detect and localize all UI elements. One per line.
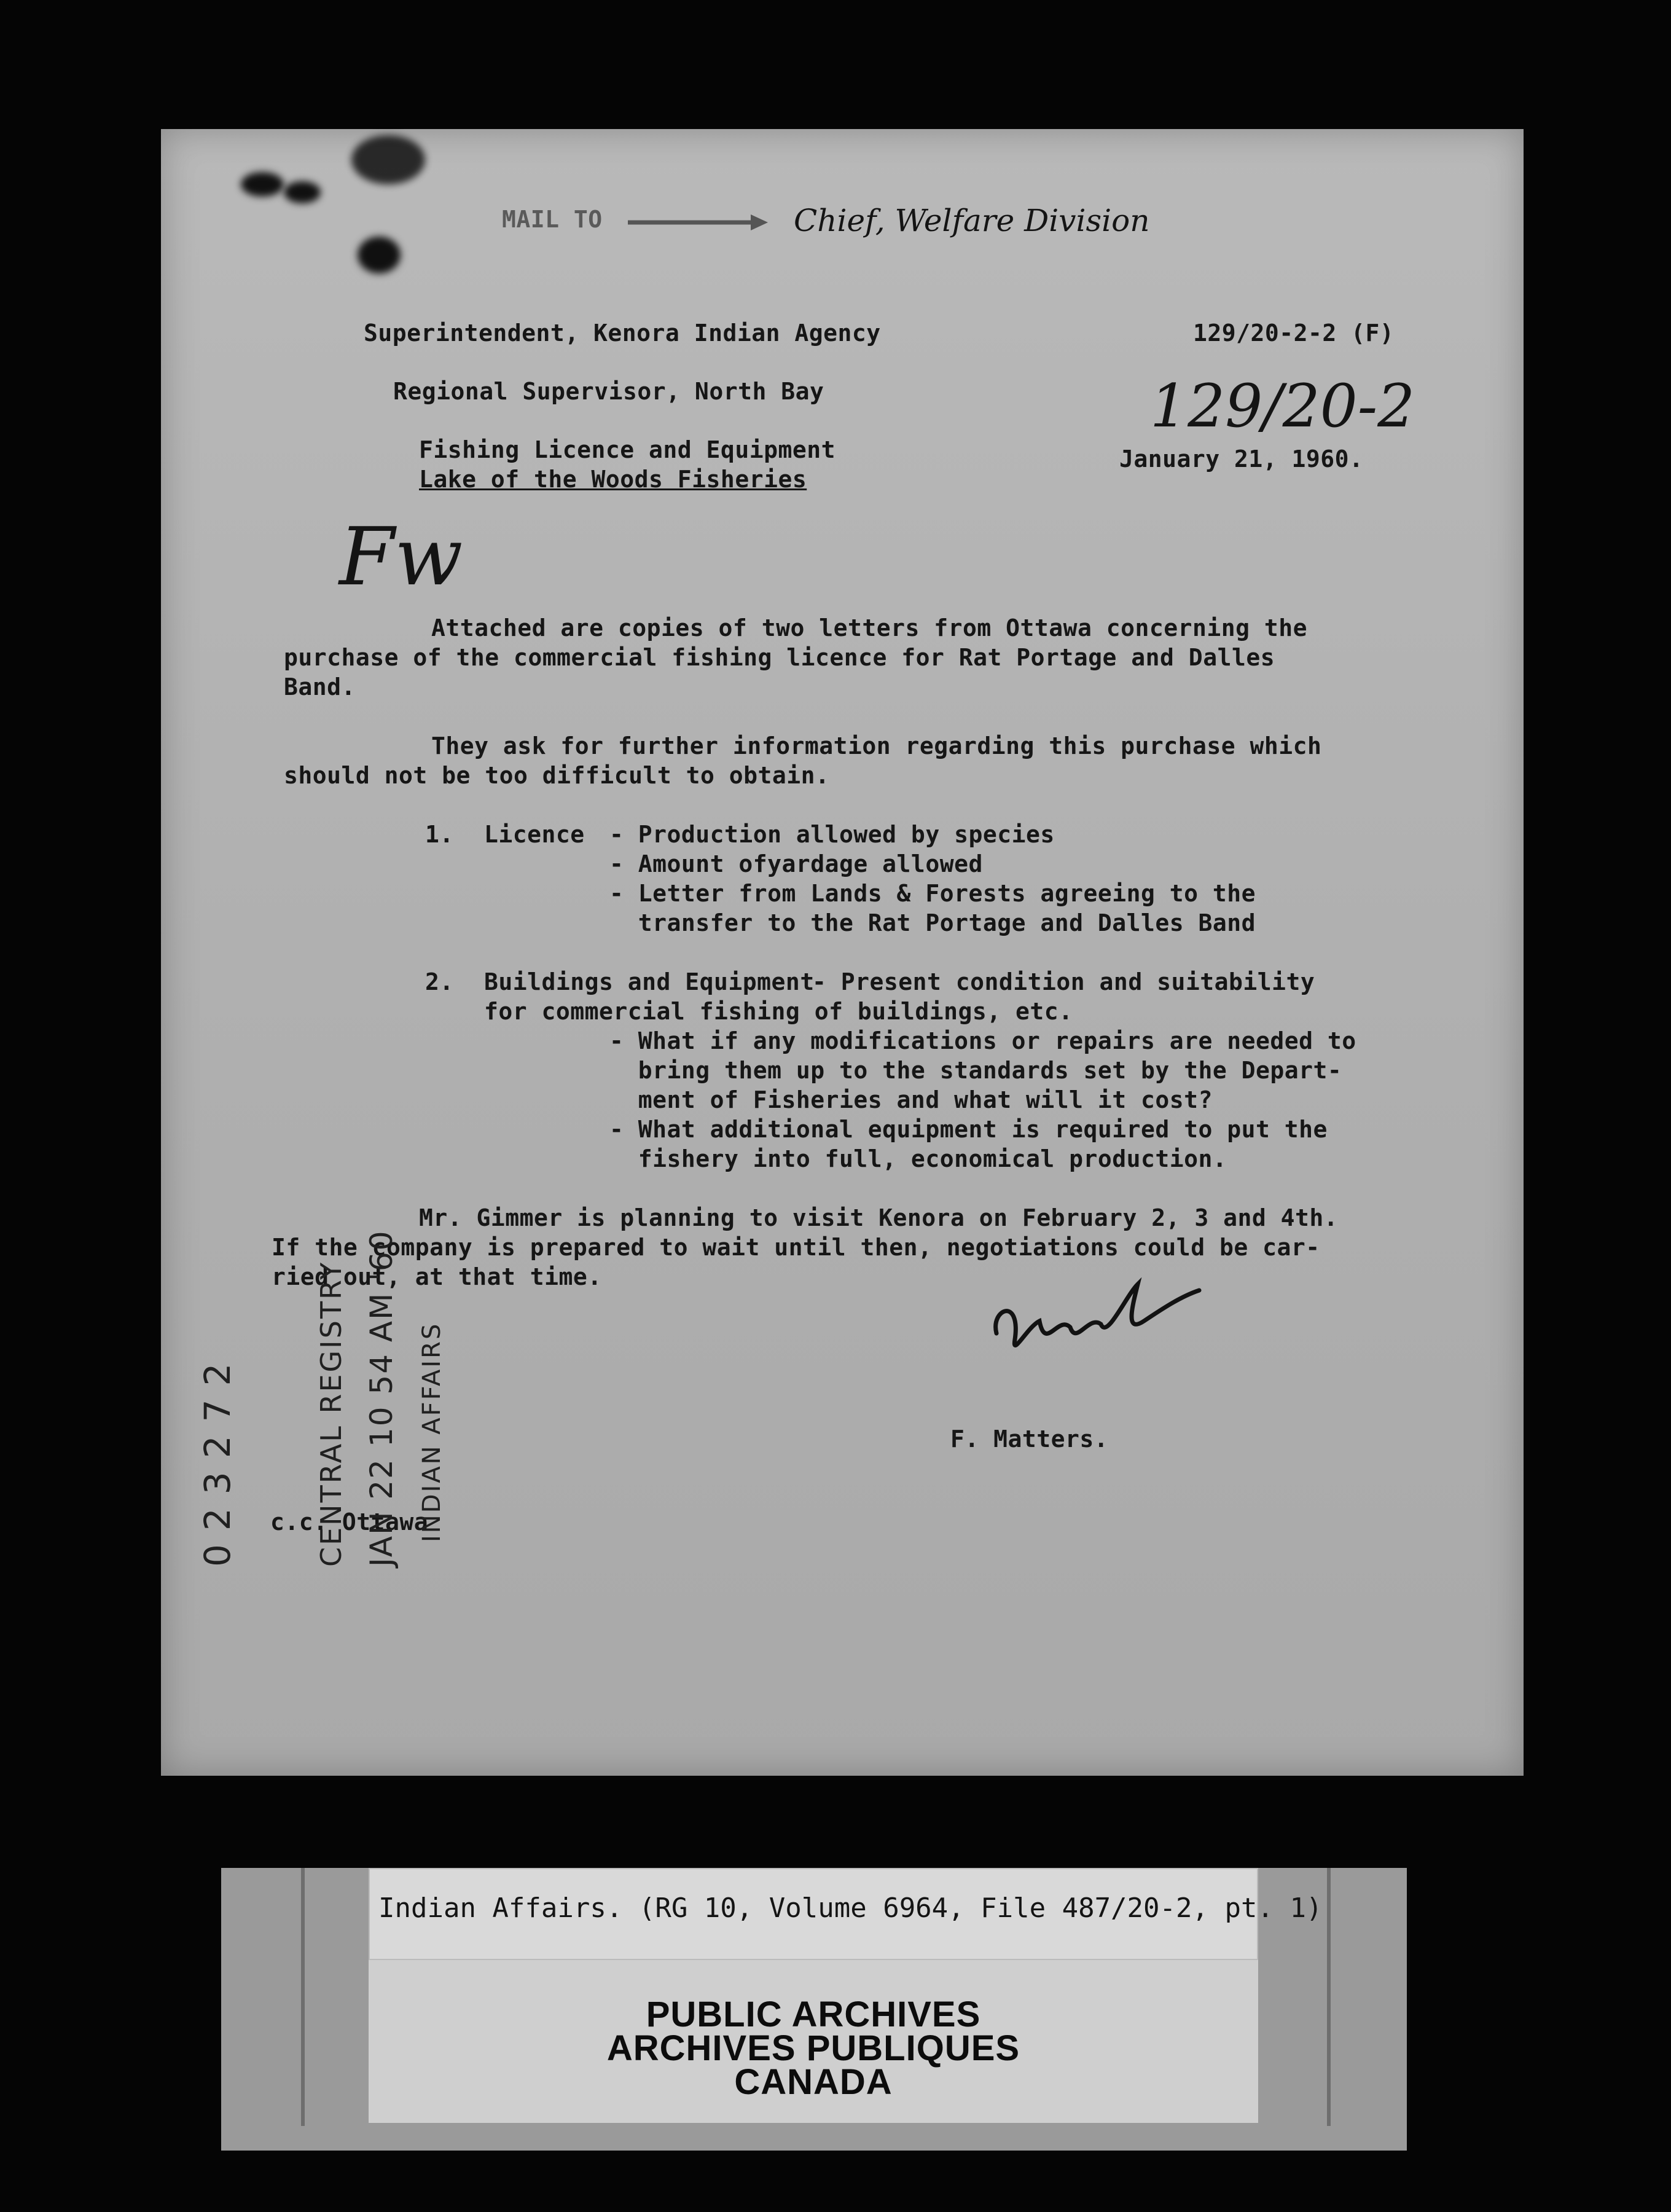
letter-page bbox=[161, 129, 1524, 1776]
subject-line-1: Fishing Licence and Equipment bbox=[419, 436, 836, 463]
paragraph-3-line: Mr. Gimmer is planning to visit Kenora on February 2, 3 and 4th. bbox=[419, 1204, 1339, 1231]
registry-number: 023272 bbox=[197, 1349, 238, 1567]
item-2-line: - What if any modifications or repairs are needed to bbox=[609, 1027, 1356, 1054]
paragraph-3-line: ried out, at that time. bbox=[272, 1263, 602, 1290]
item-2-title: Buildings and Equipment bbox=[484, 968, 815, 995]
item-2-number: 2. bbox=[425, 968, 454, 995]
date: January 21, 1960. bbox=[1119, 445, 1364, 473]
item-1-line: transfer to the Rat Portage and Dalles Band bbox=[609, 909, 1256, 936]
ink-smudge bbox=[351, 135, 425, 184]
item-2-line: bring them up to the standards set by the Depart- bbox=[609, 1057, 1342, 1084]
handwritten-addressee: Chief, Welfare Division bbox=[794, 203, 1150, 238]
mail-to-stamp: MAIL TO bbox=[502, 206, 603, 233]
paragraph-1-line: Attached are copies of two letters from Ottawa concerning the bbox=[431, 614, 1308, 641]
signer-name: F. Matters. bbox=[950, 1426, 1109, 1453]
item-2-line: fishery into full, economical production. bbox=[609, 1145, 1227, 1172]
archive-stamp-line-2: ARCHIVES PUBLIQUES bbox=[606, 2028, 1020, 2068]
archive-reference-label: Indian Affairs. (RG 10, Volume 6964, File 487/20-2, pt. 1) bbox=[369, 1868, 1258, 1960]
signature bbox=[984, 1260, 1205, 1382]
item-1-number: 1. bbox=[425, 821, 454, 848]
item-2-line: ment of Fisheries and what will it cost? bbox=[609, 1086, 1213, 1113]
ink-smudge bbox=[241, 172, 284, 197]
item-2-line: for commercial fishing of buildings, etc. bbox=[484, 998, 1073, 1025]
stamp-date-time: JAN 22 10 54 AM '60 bbox=[364, 1230, 399, 1567]
handwritten-initial: Fw bbox=[339, 510, 463, 603]
file-number: 129/20-2-2 (F) bbox=[1193, 320, 1395, 347]
item-1-line: - Production allowed by species bbox=[609, 821, 1055, 848]
holder-edge bbox=[301, 1868, 305, 2126]
arrow-icon bbox=[628, 212, 769, 233]
archive-stamp-line-1: PUBLIC ARCHIVES bbox=[646, 1994, 981, 2034]
ink-smudge bbox=[284, 181, 321, 203]
cc-line: c.c. Ottawa bbox=[270, 1508, 429, 1535]
stamp-indian-affairs: INDIAN AFFAIRS bbox=[418, 1322, 446, 1542]
from-line: Regional Supervisor, North Bay bbox=[393, 378, 824, 405]
item-1-line: - Amount ofyardage allowed bbox=[609, 850, 983, 877]
holder-edge bbox=[1327, 1868, 1331, 2126]
archive-stamp-line-3: CANADA bbox=[734, 2062, 893, 2102]
paragraph-1-line: purchase of the commercial fishing licence for Rat Portage and Dalles bbox=[284, 644, 1275, 671]
subject-line-2: Lake of the Woods Fisheries bbox=[419, 466, 807, 493]
item-2-line: - What additional equipment is required to put the bbox=[609, 1116, 1328, 1143]
to-line: Superintendent, Kenora Indian Agency bbox=[364, 320, 881, 347]
paragraph-2-line: They ask for further information regarding this purchase which bbox=[431, 732, 1322, 759]
stamp-central-registry: CENTRAL REGISTRY bbox=[315, 1260, 348, 1567]
item-2-first-line: - Present condition and suitability bbox=[812, 968, 1315, 995]
item-1-line: - Letter from Lands & Forests agreeing to the bbox=[609, 880, 1256, 907]
ink-smudge bbox=[358, 237, 401, 273]
item-1-title: Licence bbox=[484, 821, 585, 848]
paragraph-1-line: Band. bbox=[284, 673, 356, 700]
paragraph-3-line: If the company is prepared to wait until then, negotiations could be car- bbox=[272, 1234, 1320, 1261]
paragraph-2-line: should not be too difficult to obtain. bbox=[284, 762, 830, 789]
handwritten-file-number: 129/20-2 bbox=[1150, 372, 1415, 441]
